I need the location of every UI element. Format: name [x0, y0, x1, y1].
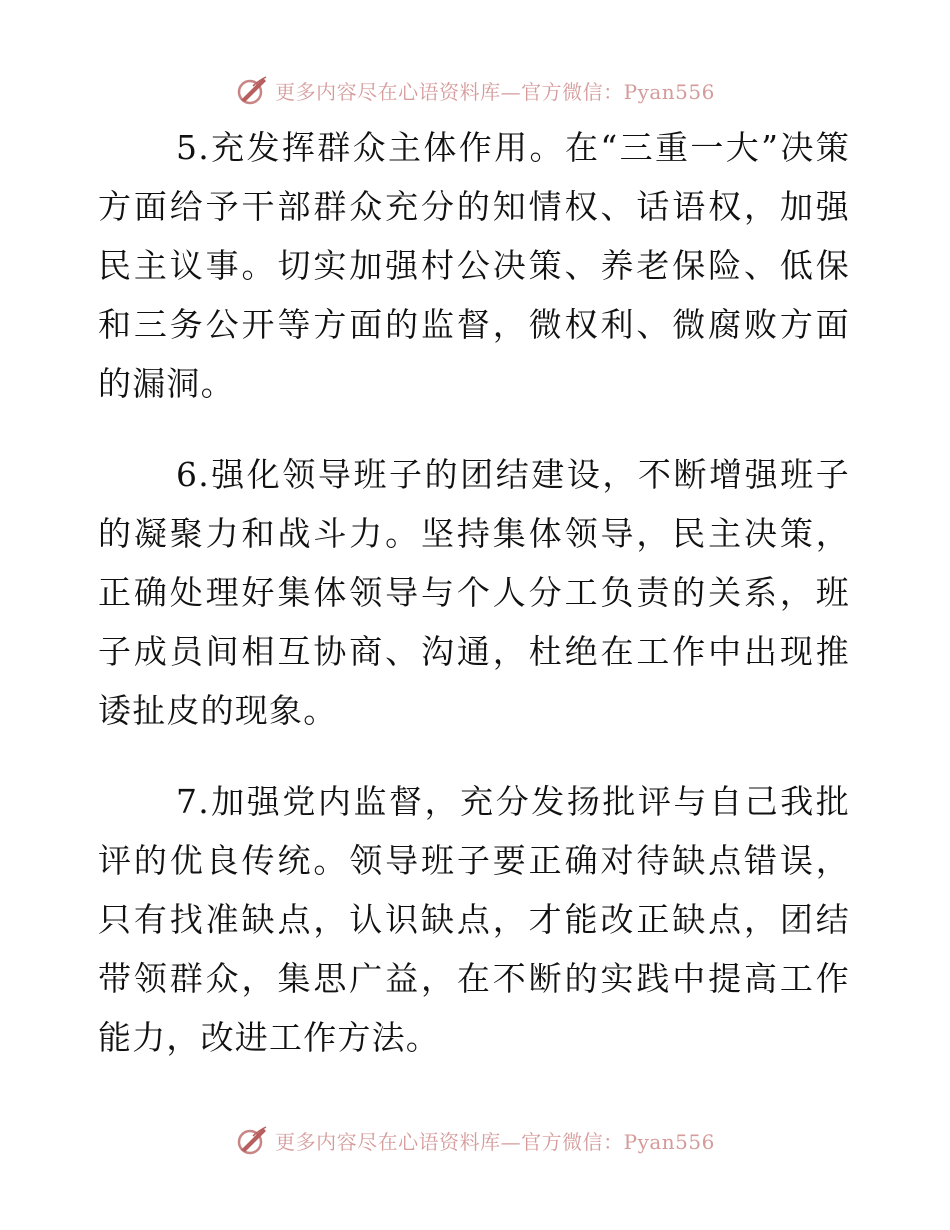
quill-pen-logo-icon: [235, 73, 269, 107]
watermark-text: 更多内容尽在心语资料库—官方微信：Pyan556: [275, 1129, 715, 1154]
paragraph-5: 5.充发挥群众主体作用。在“三重一大”决策方面给予干部群众充分的知情权、话语权，加强民主议事。切实加强村公决策、养老保险、低保和三务公开等方面的监督，微权利、微腐败方面的漏洞。: [98, 128, 850, 403]
watermark-text: 更多内容尽在心语资料库—官方微信：Pyan556: [275, 79, 715, 104]
document-body: [98, 118, 850, 1099]
header-watermark: [0, 70, 950, 110]
paragraph-6: 6.强化领导班子的团结建设，不断增强班子的凝聚力和战斗力。坚持集体领导，民主决策，正确处理好集体领导与个人分工负责的关系，班子成员间相互协商、沟通，杜绝在工作中出现推诿扯皮的现象。: [98, 455, 850, 730]
footer-watermark: [0, 1120, 950, 1160]
quill-pen-logo-icon: [235, 1123, 269, 1157]
paragraph-7: 7.加强党内监督，充分发扬批评与自己我批评的优良传统。领导班子要正确对待缺点错误，只有找准缺点，认识缺点，才能改正缺点，团结带领群众，集思广益，在不断的实践中提高工作能力，改进工作方法。: [98, 782, 850, 1057]
